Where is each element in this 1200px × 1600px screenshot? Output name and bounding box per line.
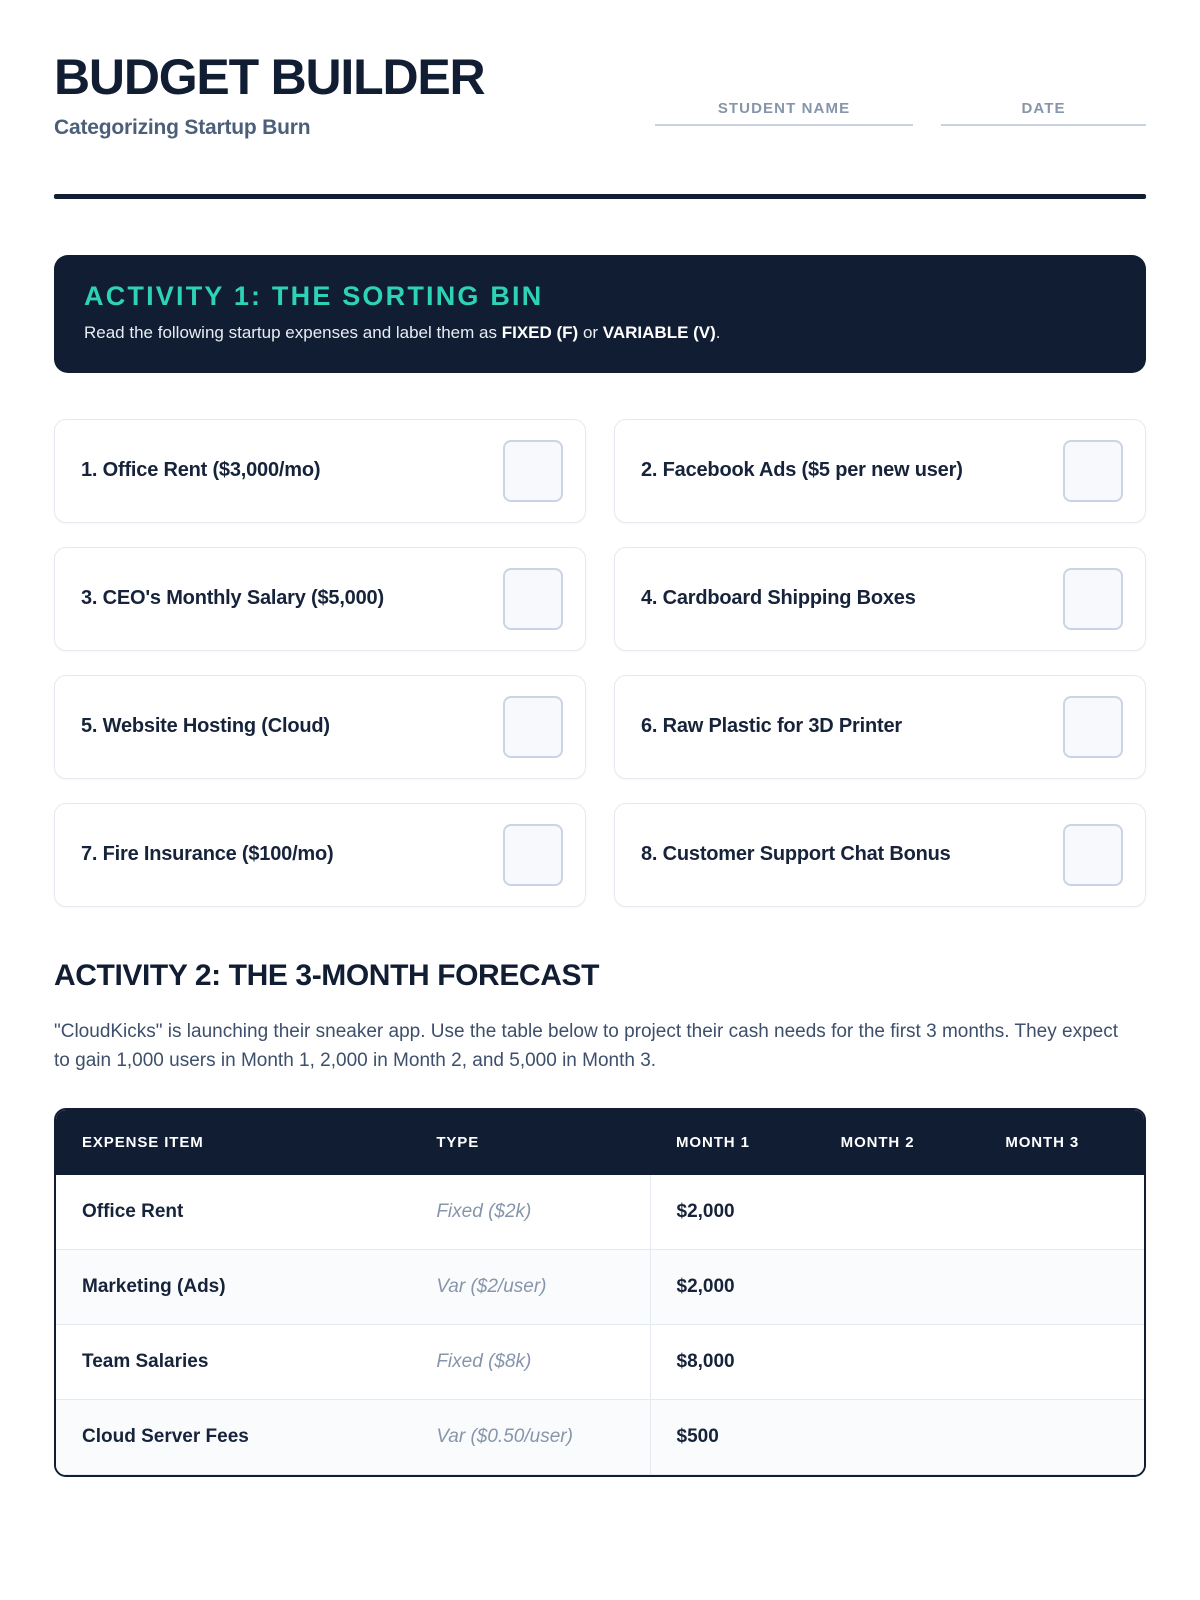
instructions-mid: or xyxy=(578,323,603,342)
column-header-expense-item: EXPENSE ITEM xyxy=(56,1110,410,1175)
cell-month-1[interactable]: $2,000 xyxy=(650,1175,815,1250)
activity1-instructions xyxy=(84,322,1116,345)
cell-expense-item: Cloud Server Fees xyxy=(56,1399,410,1474)
answer-box[interactable] xyxy=(503,696,563,758)
document-header xyxy=(54,49,1146,140)
cell-month-3[interactable] xyxy=(979,1249,1144,1324)
answer-box[interactable] xyxy=(1063,696,1123,758)
expense-label: 2. Facebook Ads ($5 per new user) xyxy=(641,459,963,482)
column-header-month-2: MONTH 2 xyxy=(815,1110,980,1175)
cell-month-2[interactable] xyxy=(815,1249,980,1324)
cell-month-2[interactable] xyxy=(815,1175,980,1250)
list-item xyxy=(54,803,586,907)
list-item xyxy=(614,547,1146,651)
forecast-table xyxy=(56,1110,1144,1475)
answer-box[interactable] xyxy=(503,440,563,502)
cell-month-2[interactable] xyxy=(815,1399,980,1474)
title-block xyxy=(54,49,485,140)
expense-label: 3. CEO's Monthly Salary ($5,000) xyxy=(81,587,384,610)
expense-label: 5. Website Hosting (Cloud) xyxy=(81,715,330,738)
instructions-prefix: Read the following startup expenses and label them as xyxy=(84,323,502,342)
instructions-variable: VARIABLE (V) xyxy=(602,323,716,342)
cell-type: Var ($2/user) xyxy=(410,1249,650,1324)
date-field[interactable] xyxy=(941,100,1146,126)
date-line[interactable] xyxy=(941,124,1146,126)
student-name-label: STUDENT NAME xyxy=(717,100,851,117)
table-header-row xyxy=(56,1110,1144,1175)
list-item xyxy=(54,419,586,523)
column-header-month-1: MONTH 1 xyxy=(650,1110,815,1175)
table-head xyxy=(56,1110,1144,1175)
forecast-table-wrapper xyxy=(54,1108,1146,1477)
table-row xyxy=(56,1249,1144,1324)
cell-expense-item: Office Rent xyxy=(56,1175,410,1250)
student-name-field[interactable] xyxy=(655,100,913,126)
page-title: BUDGET BUILDER xyxy=(54,49,485,105)
header-fields xyxy=(484,100,1146,140)
student-name-line[interactable] xyxy=(655,124,913,126)
instructions-fixed: FIXED (F) xyxy=(501,323,579,342)
expense-label: 7. Fire Insurance ($100/mo) xyxy=(81,843,334,866)
table-body xyxy=(56,1175,1144,1475)
column-header-month-3: MONTH 3 xyxy=(979,1110,1144,1175)
cell-expense-item: Marketing (Ads) xyxy=(56,1249,410,1324)
cell-expense-item: Team Salaries xyxy=(56,1324,410,1399)
list-item xyxy=(54,547,586,651)
expense-label: 6. Raw Plastic for 3D Printer xyxy=(641,715,902,738)
cell-month-1[interactable]: $8,000 xyxy=(650,1324,815,1399)
expense-label: 4. Cardboard Shipping Boxes xyxy=(641,587,916,610)
cell-month-1[interactable]: $2,000 xyxy=(650,1249,815,1324)
table-row xyxy=(56,1399,1144,1474)
expense-label: 1. Office Rent ($3,000/mo) xyxy=(81,459,321,482)
cell-month-2[interactable] xyxy=(815,1324,980,1399)
answer-box[interactable] xyxy=(503,568,563,630)
answer-box[interactable] xyxy=(1063,824,1123,886)
answer-box[interactable] xyxy=(503,824,563,886)
cell-month-3[interactable] xyxy=(979,1324,1144,1399)
answer-box[interactable] xyxy=(1063,440,1123,502)
cell-type: Fixed ($2k) xyxy=(410,1175,650,1250)
activity2-description: "CloudKicks" is launching their sneaker app. Use the table below to project their cash needs for the first 3 months. They expect to gain 1,000 users in Month 1, 2,000 in Month 2, and 5,000 in Month 3. xyxy=(54,1020,1118,1072)
page-subtitle: Categorizing Startup Burn xyxy=(54,116,311,139)
list-item xyxy=(614,419,1146,523)
sorting-bin-grid xyxy=(54,419,1146,907)
cell-month-3[interactable] xyxy=(979,1175,1144,1250)
cell-month-3[interactable] xyxy=(979,1399,1144,1474)
column-header-type: TYPE xyxy=(410,1110,650,1175)
expense-label: 8. Customer Support Chat Bonus xyxy=(641,843,951,866)
cell-type: Fixed ($8k) xyxy=(410,1324,650,1399)
instructions-suffix: . xyxy=(715,323,721,342)
table-row xyxy=(56,1175,1144,1250)
header-divider xyxy=(54,194,1146,199)
list-item xyxy=(54,675,586,779)
activity2-title: ACTIVITY 2: THE 3-MONTH FORECAST xyxy=(54,958,599,992)
list-item xyxy=(614,803,1146,907)
list-item xyxy=(614,675,1146,779)
activity1-banner xyxy=(54,255,1146,373)
date-label: DATE xyxy=(1021,100,1066,117)
cell-type: Var ($0.50/user) xyxy=(410,1399,650,1474)
cell-month-1[interactable]: $500 xyxy=(650,1399,815,1474)
activity1-title: ACTIVITY 1: THE SORTING BIN xyxy=(84,281,544,311)
answer-box[interactable] xyxy=(1063,568,1123,630)
table-row xyxy=(56,1324,1144,1399)
